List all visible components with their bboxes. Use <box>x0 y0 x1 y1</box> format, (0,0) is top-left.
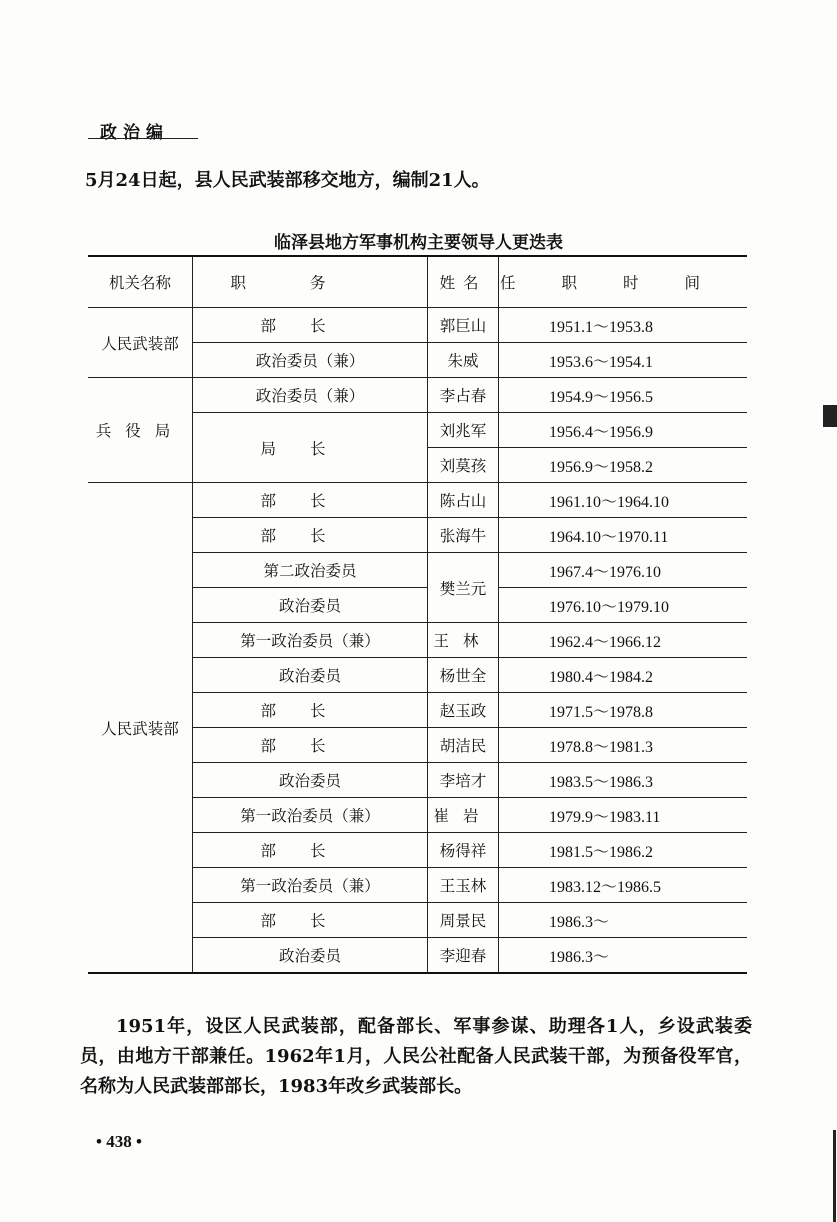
body-paragraph: 1951年，设区人民武装部，配备部长、军事参谋、助理各1人，乡设武装委员，由地方干部兼任。1962年1月，人民公社配备人民武装干部，为预备役军官，名称为人民武装部部长，1983年改乡武装部长。 <box>80 1016 752 1097</box>
position-cell: 部长 <box>193 693 428 728</box>
position-cell: 政治委员 <box>193 588 428 623</box>
term-cell: 1979.9～1983.11 <box>499 798 748 833</box>
position-cell: 政治委员（兼） <box>193 343 428 378</box>
name-cell: 朱威 <box>428 343 499 378</box>
section-header: 政治编 <box>100 123 169 143</box>
org-cell: 人民武装部 <box>88 308 193 378</box>
term-cell: 1986.3～ <box>499 938 748 974</box>
name-cell: 胡洁民 <box>428 728 499 763</box>
position-cell: 第二政治委员 <box>193 553 428 588</box>
name-cell: 王林 <box>428 623 499 658</box>
name-cell: 郭巨山 <box>428 308 499 343</box>
table-row <box>88 308 747 343</box>
position-cell: 部长 <box>193 308 428 343</box>
name-cell: 杨得祥 <box>428 833 499 868</box>
column-header-position: 职务 <box>193 256 428 308</box>
header-rule <box>88 138 198 139</box>
term-cell: 1956.4～1956.9 <box>499 413 748 448</box>
term-cell: 1964.10～1970.11 <box>499 518 748 553</box>
org-cell: 人民武装部 <box>88 483 193 974</box>
name-cell: 樊兰元 <box>428 553 499 623</box>
page-number: • 438 • <box>96 1132 142 1151</box>
term-cell: 1953.6～1954.1 <box>499 343 748 378</box>
name-cell: 杨世全 <box>428 658 499 693</box>
position-cell: 部长 <box>193 483 428 518</box>
table-title: 临泽县地方军事机构主要领导人更迭表 <box>274 233 563 253</box>
column-header-org: 机关名称 <box>88 256 193 308</box>
term-cell: 1954.9～1956.5 <box>499 378 748 413</box>
scan-edge-line <box>833 1130 836 1222</box>
term-cell: 1961.10～1964.10 <box>499 483 748 518</box>
term-cell: 1983.5～1986.3 <box>499 763 748 798</box>
term-cell: 1962.4～1966.12 <box>499 623 748 658</box>
name-cell: 李迎春 <box>428 938 499 974</box>
position-cell: 政治委员（兼） <box>193 378 428 413</box>
term-cell: 1983.12～1986.5 <box>499 868 748 903</box>
position-cell: 第一政治委员（兼） <box>193 623 428 658</box>
position-cell: 政治委员 <box>193 658 428 693</box>
name-cell: 张海牛 <box>428 518 499 553</box>
term-cell: 1956.9～1958.2 <box>499 448 748 483</box>
name-cell: 周景民 <box>428 903 499 938</box>
table-header-row <box>88 256 747 308</box>
leaders-table <box>88 255 747 974</box>
name-cell: 王玉林 <box>428 868 499 903</box>
name-cell: 刘莫孩 <box>428 448 499 483</box>
position-cell: 部长 <box>193 833 428 868</box>
table-row <box>88 483 747 518</box>
position-cell: 部长 <box>193 903 428 938</box>
term-cell: 1951.1～1953.8 <box>499 308 748 343</box>
term-cell: 1981.5～1986.2 <box>499 833 748 868</box>
position-cell: 政治委员 <box>193 938 428 974</box>
name-cell: 赵玉政 <box>428 693 499 728</box>
term-cell: 1978.8～1981.3 <box>499 728 748 763</box>
position-cell: 政治委员 <box>193 763 428 798</box>
scan-edge-mark <box>823 405 837 427</box>
term-cell: 1967.4～1976.10 <box>499 553 748 588</box>
position-cell: 第一政治委员（兼） <box>193 868 428 903</box>
intro-text: 5月24日起，县人民武装部移交地方，编制21人。 <box>85 170 490 191</box>
term-cell: 1976.10～1979.10 <box>499 588 748 623</box>
term-cell: 1980.4～1984.2 <box>499 658 748 693</box>
position-cell: 部长 <box>193 728 428 763</box>
column-header-name: 姓名 <box>428 256 499 308</box>
position-cell: 部长 <box>193 518 428 553</box>
name-cell: 崔岩 <box>428 798 499 833</box>
org-cell: 兵役局 <box>88 378 193 483</box>
name-cell: 李培才 <box>428 763 499 798</box>
position-cell: 局长 <box>193 413 428 483</box>
name-cell: 陈占山 <box>428 483 499 518</box>
term-cell: 1986.3～ <box>499 903 748 938</box>
table-row <box>88 378 747 413</box>
name-cell: 李占春 <box>428 378 499 413</box>
name-cell: 刘兆军 <box>428 413 499 448</box>
position-cell: 第一政治委员（兼） <box>193 798 428 833</box>
column-header-term: 任职时间 <box>499 256 748 308</box>
term-cell: 1971.5～1978.8 <box>499 693 748 728</box>
